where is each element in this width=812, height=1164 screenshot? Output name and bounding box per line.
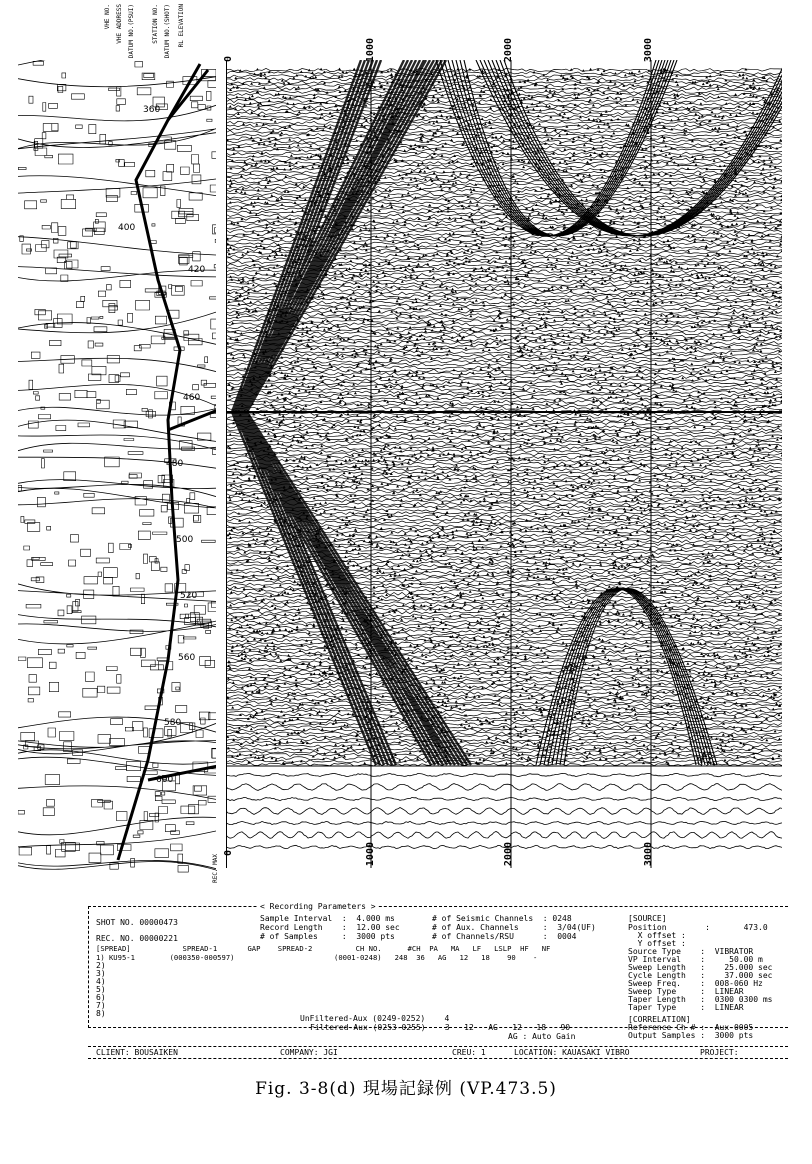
correlation-title: [CORRELATION] [628,1015,691,1024]
spread-rows: 2) 3) 4) 5) 6) 7) 8) [96,961,106,1018]
contour-label: 560 [178,653,196,663]
map-header-label: DATUM NO.(PSUI) [128,4,135,59]
source-title: [SOURCE] [628,914,667,923]
map-header-label: DATUM NO.(SHOT) [164,4,171,59]
unfiltered-aux: UnFiltered-Aux (0249-0252) 4 [300,1014,450,1023]
figure-caption: Fig. 3-8(d) 現場記録例 (VP.473.5) [255,1079,557,1099]
map-drawing [18,60,216,875]
top-axis-start: 0 [223,56,234,63]
contour-label: 400 [118,223,136,233]
project-field: PROJECT: [700,1048,739,1057]
sample-interval: Sample Interval : 4.000 ms [260,914,395,923]
map-header-label: STATION NO. [152,4,159,44]
map-header-label: VHE ADDRESS [116,4,123,44]
aux-channels: # of Aux. Channels : 3/04(UF) [432,923,596,932]
sweep-frequency: Sweep Freq. : 008-060 Hz [628,979,763,988]
shot-number: SHOT NO. 00000473 [96,918,178,927]
top-axis-mark-2000: 2000 [503,38,514,63]
contour-label: 500 [176,535,194,545]
seismic-channels: # of Seismic Channels : 0248 [432,914,572,923]
route-map [18,60,216,875]
taper-length: Taper Length : 0300 0300 ms [628,995,773,1004]
record-length: Record Length : 12.00 sec [260,923,400,932]
vp-interval: VP Interval : 50.00 m [628,955,763,964]
map-header-label: VHE NO. [104,4,111,30]
footer-separator-bottom [88,1058,788,1059]
crew-field: CREU: 1 [452,1048,486,1057]
footer-separator-top [88,1046,788,1047]
top-axis-mark-1000: 1000 [365,38,376,63]
seismic-traces [226,60,782,868]
output-samples: Output Samples : 3000 pts [628,1031,754,1040]
client-field: CLIENT: BOUSAIKEN [96,1048,178,1057]
record-number: REC. NO. 00000221 [96,934,178,943]
map-header-label: RL ELEVATION [178,4,185,48]
auto-gain-note: AG : Auto Gain [508,1032,576,1041]
location-field: LOCATION: KAUASAKI VIBRO [514,1048,630,1057]
recording-parameters [88,898,788,1041]
source-position: Position : 473.0 [628,923,768,932]
map-bottom-label: REC. MAX [212,854,219,883]
num-samples: # of Samples : 3000 pts [260,932,395,941]
taper-type: Taper Type : LINEAR [628,1003,744,1012]
spread-row-1: 1) KU95-1 (000350-000597) (0001-0248) 248 36 AG 12 18 90 - [96,953,538,962]
source-type: Source Type : VIBRATOR [628,947,754,956]
channels-per-rsu: # of Channels/RSU : 0004 [432,932,577,941]
bottom-axis-mark-1000: 1000 [365,842,376,867]
contour-label: 600 [156,775,174,785]
source-y-offset: Y offset : [628,939,686,948]
bottom-axis-mark-3000: 3000 [643,842,654,867]
sweep-length: Sweep Length : 25.000 sec [628,963,773,972]
contour-label: 360 [143,105,161,115]
parameters-title: < Recording Parameters > [260,902,376,911]
top-axis-mark-3000: 3000 [643,38,654,63]
company-field: COMPANY: JGI [280,1048,338,1057]
filtered-aux: Filtered-Aux (0253-0255) 3 12 AG 12 18 90 - [310,1023,590,1032]
sweep-type: Sweep Type : LINEAR [628,987,744,996]
cycle-length: Cycle Length : 37.000 sec [628,971,773,980]
contour-label: 520 [180,591,198,601]
source-x-offset: X offset : [628,931,686,940]
contour-label: 420 [188,265,206,275]
spread-header: [SPREAD] SPREAD-1 GAP SPREAD-2 CH NO. #CH PA MA LF LSLP HF NF [96,944,551,953]
contour-label: 460 [183,393,201,403]
seismic-record [226,60,782,868]
contour-label: 480 [166,459,184,469]
contour-label: 580 [164,718,182,728]
bottom-axis-start: 0 [223,850,234,857]
reference-channel: Reference Ch # : Aux-0005 [628,1023,754,1032]
bottom-axis-mark-2000: 2000 [503,842,514,867]
